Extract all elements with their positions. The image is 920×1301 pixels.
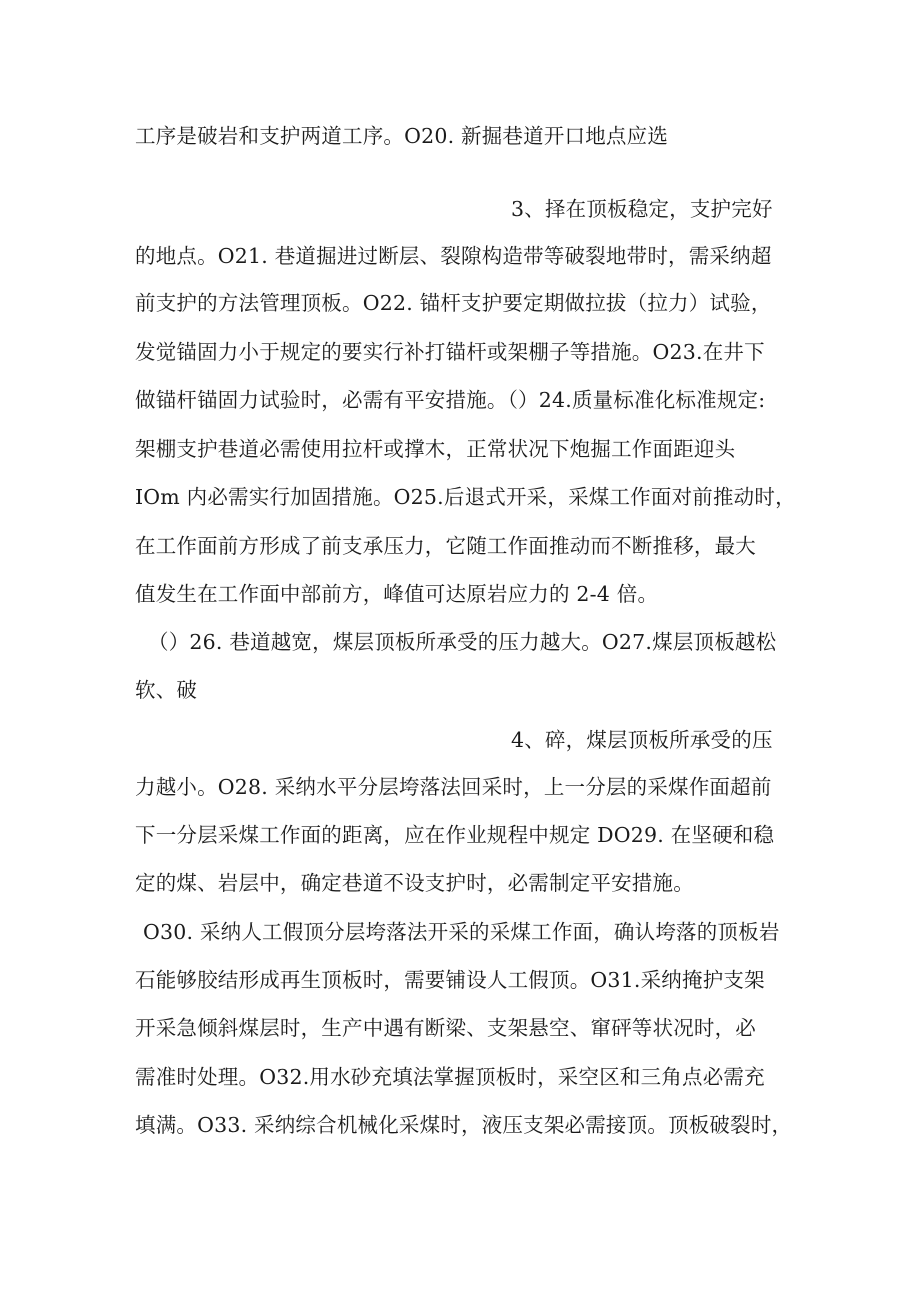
text-line-17: O30. 采纳人工假顶分层垮落法开采的采煤工作面，确认垮落的顶板岩 bbox=[143, 920, 780, 944]
text-line-9: 在工作面前方形成了前支承压力，它随工作面推动而不断推移，最大 bbox=[135, 534, 756, 558]
text-line-19: 开采急倾斜煤层时，生产中遇有断梁、支架悬空、窜砰等状况时，必 bbox=[135, 1016, 756, 1040]
text-line-6: 做锚杆锚固力试验时，必需有平安措施。（）24.质量标准化标准规定: bbox=[135, 388, 766, 412]
text-line-15: 下一分层采煤工作面的距离，应在作业规程中规定 DO29. 在坚硬和稳 bbox=[135, 823, 775, 847]
text-line-7: 架棚支护巷道必需使用拉杆或撑木，正常状况下炮掘工作面距迎头 bbox=[135, 437, 736, 461]
text-line-11: （）26. 巷道越宽，煤层顶板所承受的压力越大。O27.煤层顶板越松 bbox=[148, 630, 777, 654]
text-line-2: 3、择在顶板稳定，支护完好 bbox=[511, 197, 773, 221]
text-line-3: 的地点。O21. 巷道掘进过断层、裂隙构造带等破裂地带时，需采纳超 bbox=[135, 244, 772, 268]
text-line-10: 值发生在工作面中部前方，峰值可达原岩应力的 2-4 倍。 bbox=[135, 582, 659, 606]
text-line-5: 发觉锚固力小于规定的要实行补打锚杆或架棚子等措施。O23.在井下 bbox=[135, 340, 765, 364]
text-line-1: 工序是破岩和支护两道工序。O20. 新掘巷道开口地点应选 bbox=[135, 124, 669, 148]
text-line-13: 4、碎，煤层顶板所承受的压 bbox=[511, 728, 773, 752]
text-line-8: IOm 内必需实行加固措施。O25.后退式开采，采煤工作面对前推动时， bbox=[135, 485, 796, 509]
text-line-16: 定的煤、岩层中，确定巷道不设支护时，必需制定平安措施。 bbox=[135, 871, 694, 895]
text-line-12: 软、破 bbox=[135, 678, 198, 702]
text-line-18: 石能够胶结形成再生顶板时，需要铺设人工假顶。O31.采纳掩护支架 bbox=[135, 968, 765, 992]
text-line-14: 力越小。O28. 采纳水平分层垮落法回采时，上一分层的采煤作面超前 bbox=[135, 775, 772, 799]
text-line-4: 前支护的方法管理顶板。O22. 锚杆支护要定期做拉拔（拉力）试验， bbox=[135, 291, 772, 315]
text-line-21: 填满。O33. 采纳综合机械化采煤时，液压支架必需接顶。顶板破裂时， bbox=[135, 1113, 793, 1137]
text-line-20: 需准时处理。O32.用水砂充填法掌握顶板时，采空区和三角点必需充 bbox=[135, 1065, 765, 1089]
